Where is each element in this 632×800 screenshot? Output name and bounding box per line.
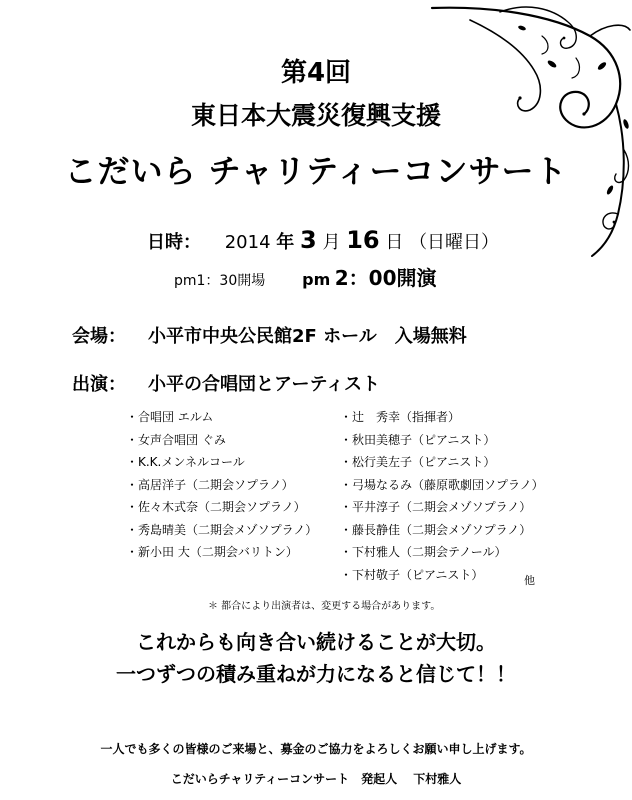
organizer-credit: こだいらチャリティーコンサート 発起人 下村雅人 — [170, 772, 462, 786]
date-month-unit: 月 — [322, 232, 341, 253]
date-year-unit: 年 — [276, 232, 295, 253]
date-day-unit: 日 — [385, 232, 404, 253]
date-line — [147, 226, 499, 254]
date-month: 3 — [300, 226, 317, 254]
date-weekday: （日曜日） — [409, 232, 500, 253]
list-item: ・秀島晴美（二期会メゾソプラノ） — [126, 522, 318, 537]
edition-title: 第4回 — [280, 58, 352, 88]
list-item: ・藤長静佳（二期会メゾソプラノ） — [340, 522, 532, 537]
list-item: ・高居洋子（二期会ソプラノ） — [126, 477, 294, 492]
date-label: 日時： — [147, 232, 201, 253]
message-block — [0, 626, 632, 690]
date-day: 16 — [346, 226, 380, 254]
list-item: ・松行美左子（ピアニスト） — [340, 455, 496, 469]
venue-value: 小平市中央公民館2F ホール 入場無料 — [148, 326, 467, 347]
support-subtitle: 東日本大震災復興支援 — [190, 101, 441, 130]
performer-list-left — [126, 406, 317, 564]
donation-appeal: 一人でも多くの皆様のご来場と、募金のご協力をよろしくお願い申し上げます。 — [100, 742, 532, 756]
start-prefix: pm — [302, 270, 331, 289]
date-year: 2014 — [224, 232, 271, 253]
performers-line — [72, 370, 380, 396]
list-item: ・秋田美穂子（ピアニスト） — [340, 432, 496, 447]
performer-list-right — [340, 406, 544, 586]
message-line-2: 一つずつの積み重ねが力になると信じて！！ — [116, 662, 516, 686]
list-item: ・合唱団 エルム — [126, 410, 214, 424]
list-item: ・弓場なるみ（藤原歌劇団ソプラノ） — [340, 477, 544, 492]
list-item: ・下村敬子（ピアニスト） — [340, 567, 484, 582]
start-time: 2：00開演 — [334, 266, 437, 290]
message-line-1: これからも向き合い続けることが大切。 — [136, 630, 496, 654]
list-item: ・女声合唱団 ぐみ — [126, 432, 226, 447]
performers-value: 小平の合唱団とアーティスト — [148, 374, 381, 395]
concert-title: こだいら チャリティーコンサート — [64, 152, 568, 190]
venue-label: 会場： — [72, 326, 126, 347]
list-item: ・新小田 大（二期会バリトン） — [126, 545, 298, 559]
list-item: ・K.K.メンネルコール — [126, 455, 245, 469]
list-item: ・佐々木式奈（二期会ソプラノ） — [126, 500, 306, 514]
list-item: ・下村雅人（二期会テノール） — [340, 545, 507, 559]
list-item: ・平井淳子（二期会メゾソプラノ） — [340, 500, 532, 514]
time-line — [174, 262, 436, 291]
list-item: ・辻 秀幸（指揮者） — [340, 410, 461, 424]
open-time: pm1：30開場 — [174, 273, 266, 289]
others-mark: 他 — [524, 574, 535, 587]
performers-label: 出演： — [72, 374, 126, 395]
performer-change-note: ＊ 都合により出演者は、変更する場合があります。 — [208, 601, 441, 612]
venue-line — [72, 322, 467, 348]
